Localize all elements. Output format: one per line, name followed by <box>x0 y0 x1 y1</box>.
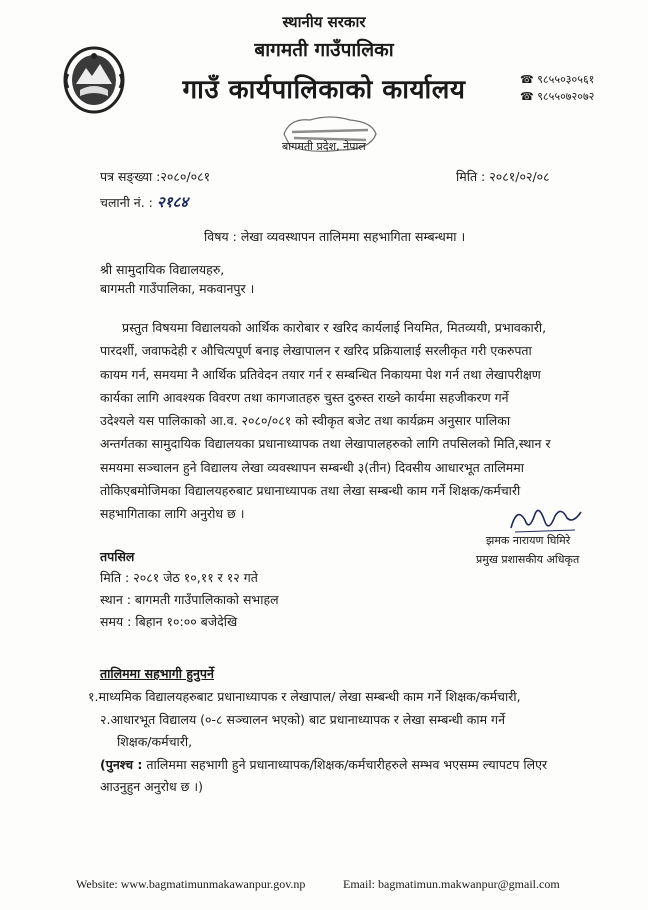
dispatch-handwritten-value: २१८४ <box>156 193 189 211</box>
body-line: तोकिएबमोजिमका विद्यालयहरुबाट प्रधानाध्यापक तथा लेखा सम्बन्धी काम गर्ने शिक्षक/कर्मचारी <box>100 483 521 499</box>
postscript-note <box>100 756 606 773</box>
participants-item-2-line-2: शिक्षक/कर्मचारी, <box>117 734 193 749</box>
phone-line-1 <box>520 72 594 87</box>
phone-icon: ☎ <box>520 73 534 86</box>
body-line: समयमा सञ्चालन हुने विद्यालय लेखा व्यवस्थापन सम्बन्धी ३(तीन) दिवसीय आधारभूत तालिममा <box>100 459 524 475</box>
body-line: उदेश्यले यस पालिकाको आ.व. २०८०/०८१ को स्वीकृत बजेट तथा कार्यक्रम अनुसार पालिका <box>100 413 511 429</box>
signatory-name: झमक नारायण घिमिरे <box>486 534 571 547</box>
participants-item-2-line-1: २.आधारभूत विद्यालय (०-८ सञ्चालन भएको) बाट प्रधानाध्यापक र लेखा सम्बन्धी काम गर्ने <box>100 712 506 727</box>
body-line: पारदर्शी, जवाफदेही र औचित्यपूर्ण बनाइ लेखापालन र खरिद प्रक्रियालाई सरलीकृत गरी एकरुपता <box>100 343 532 359</box>
body-line: अन्तर्गतका सामुदायिक विद्यालयका प्रधानाध्यापक तथा लेखापालहरुको लागि तपसिलको मिति,स्थान र <box>100 436 551 452</box>
details-time: समय : बिहान १०:०० बजेदेखि <box>100 614 238 629</box>
header-government-label: स्थानीय सरकार <box>282 13 366 31</box>
body-line: प्रस्तुत विषयमा विद्यालयको आर्थिक कारोबार र खरिद कार्यलाई नियमित, मितव्ययी, प्रभावकारी, <box>122 320 547 335</box>
dispatch-label: चलानी नं. : <box>100 195 153 210</box>
signatory-title: प्रमुख प्रशासकीय अधिकृत <box>476 553 580 566</box>
recipient-line-1: श्री सामुदायिक विद्यालयहरु, <box>100 262 225 277</box>
details-date: मिति : २०८१ जेठ १०,११ र १२ गते <box>100 570 258 585</box>
letter-reference-number: पत्र सङ्ख्या :२०८०/०८१ <box>100 169 211 184</box>
footer-email: Email: bagmatimun.makwanpur@gmail.com <box>343 877 560 891</box>
body-line: सहभागिताका लागि अनुरोध छ । <box>100 506 245 522</box>
phone-icon: ☎ <box>520 90 534 103</box>
letter-date: मिति : २०८१/०२/०८ <box>456 169 550 184</box>
header-office-name: गाउँ कार्यपालिकाको कार्यालय <box>182 75 466 105</box>
details-venue: स्थान : बागमती गाउँपालिकाको सभाहल <box>100 592 279 607</box>
dispatch-number <box>100 192 188 212</box>
details-heading: तपसिल <box>100 549 135 564</box>
postscript-text-1: तालिममा सहभागी हुने प्रधानाध्यापक/शिक्षक/कर्मचारीहरुले सम्भव भएसम्म ल्यापटप लिएर <box>142 757 548 772</box>
participants-heading: तालिममा सहभागी हुनुपर्ने <box>100 666 214 681</box>
header-address: बागमती प्रदेश, नेपाल <box>282 140 366 153</box>
footer-website: Website: www.bagmatimunmakawanpur.gov.np <box>76 877 306 891</box>
phone-number-1: ९८५५०३०५६१ <box>537 73 595 86</box>
postscript-text-2: आउनुहुन अनुरोध छ ।) <box>100 779 203 794</box>
letter-subject: विषय : लेखा व्यवस्थापन तालिममा सहभागिता सम्बन्धमा । <box>204 229 466 244</box>
body-line: कायम गर्न, समयमा नै आर्थिक प्रतिवेदन तयार गर्न र सम्बन्धित निकायमा पेश गर्न तथा लेखापरीक्षण <box>100 366 541 382</box>
phone-line-2 <box>520 89 594 104</box>
participants-item-1: १.माध्यमिक विद्यालयहरुबाट प्रधानाध्यापक र लेखापाल/ लेखा सम्बन्धी काम गर्ने शिक्षक/कर्मचारी, <box>88 689 521 704</box>
postscript-label: (पुनश्च : <box>100 757 143 772</box>
letter-body <box>100 316 600 526</box>
phone-number-2: ९८५५०७२०७२ <box>537 90 595 103</box>
body-line: कार्यका लागि आवश्यक विवरण तथा कागजातहरु चुस्त दुरुस्त राख्ने कार्यमा सहजीकरण गर्ने <box>100 389 509 405</box>
recipient-line-2: बागमती गाउँपालिका, मकवानपुर । <box>100 281 255 296</box>
header-municipality-name: बागमती गाउँपालिका <box>254 39 394 61</box>
